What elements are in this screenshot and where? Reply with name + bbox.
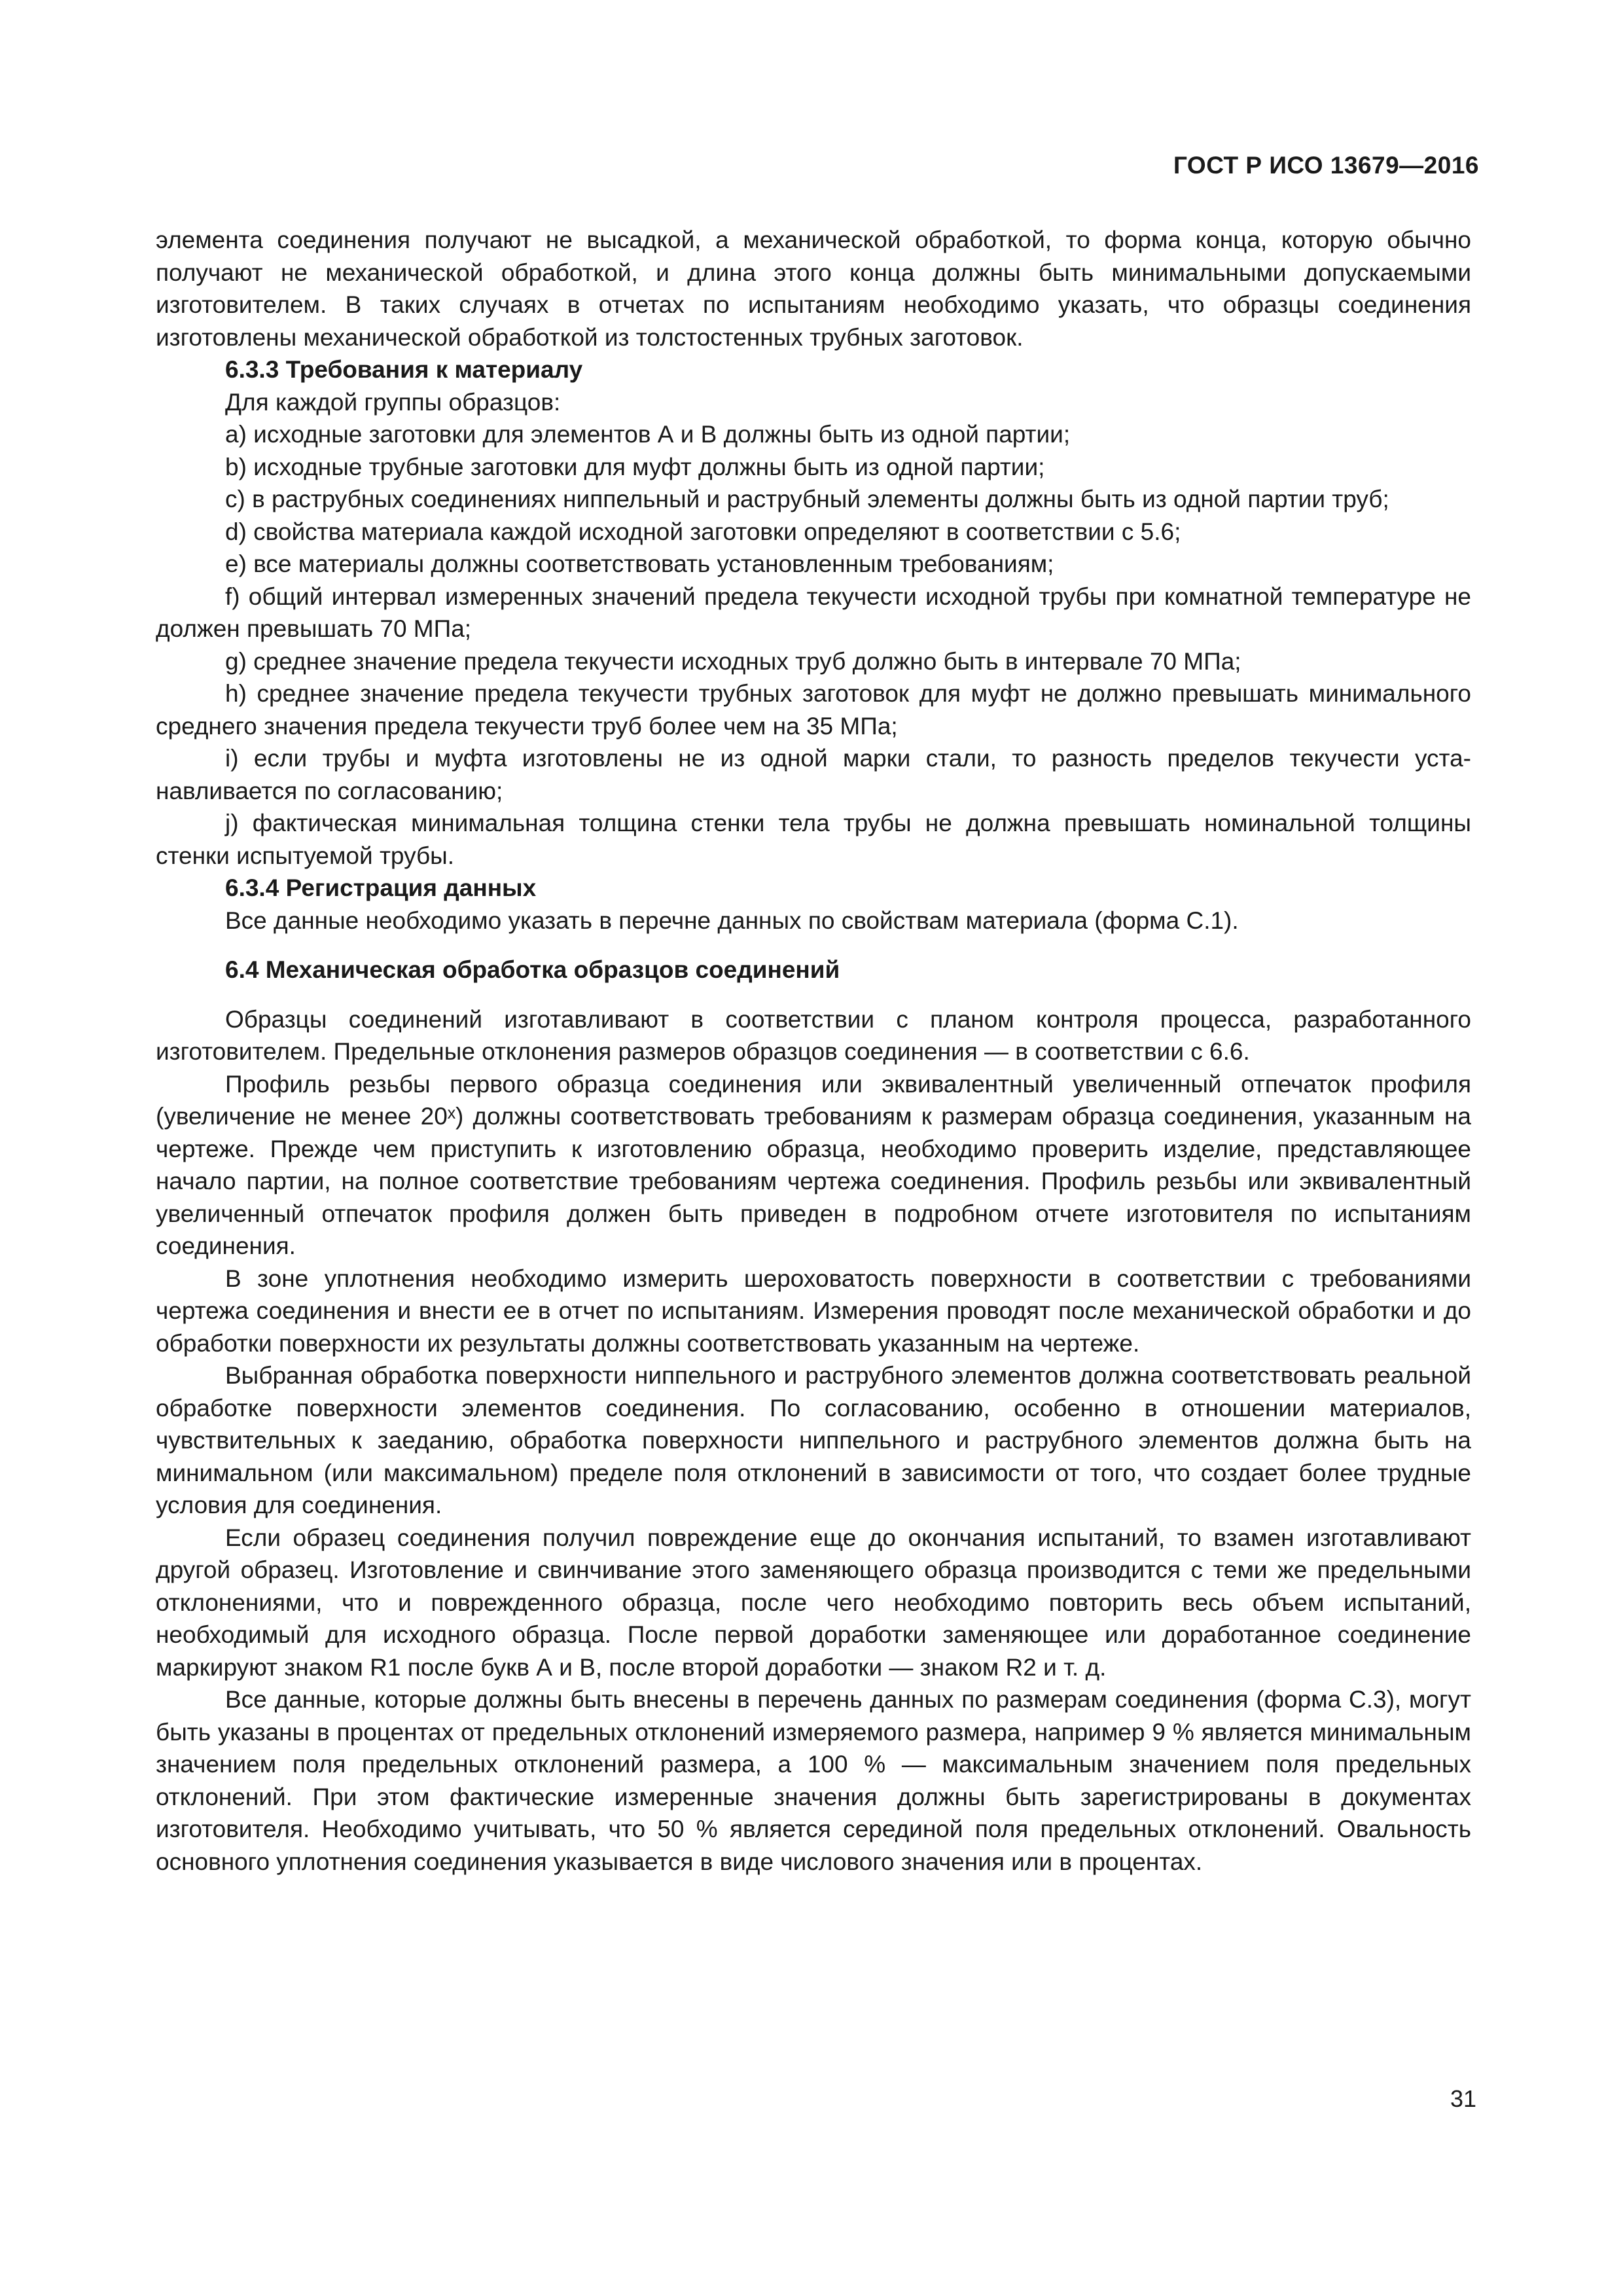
paragraph-body: Образцы соединений изготавливают в соответствии с планом контроля процесса, разработанного изготовителем. Предельные отклонения размеров образцов соединения — в соответствии с 6.6.	[156, 1005, 1471, 1065]
list-item-e: e) все материалы должны соответствовать установленным требованиям;	[225, 550, 1054, 577]
subsection-heading-6-3-4: 6.3.4 Регистрация данных	[225, 874, 537, 901]
paragraph-body: Выбранная обработка поверхности ниппельного и раструбного элементов должна соответствовать реальной обработке поверхности элементов соединения. По согласованию, особенно в отношении материалов, чувствительных к заеданию, обработка поверхности ниппельного и раструбного элементов должна быть на минимальном (или максимальном) пределе поля отклонений в зависимости от того, что создает более трудные условия для соединения.	[156, 1362, 1471, 1518]
list-item-d: d) свойства материала каждой исходной заготовки определяют в соответствии с 5.6;	[225, 518, 1181, 545]
document-body	[156, 224, 1471, 1878]
section-heading-6-4: 6.4 Механическая обработка образцов соединений	[225, 956, 840, 983]
page-number: 31	[1450, 2085, 1476, 2112]
paragraph-body: Все данные, которые должны быть внесены в перечень данных по размерам соединения (форма С.3), могут быть указаны в процентах от предельных отклонений измеряемого размера, например 9 % является минимальным значением поля предельных отклонений размера, а 100 % — максимальным значением поля предельных отклонений. При этом фактические измеренные значения должны быть зарегистрированы в документах изготовителя. Необходимо учитывать, что 50 % является серединой поля предельных отклонений. Овальность основного уплотнения соединения указывается в виде числового значения или в процентах.	[156, 1686, 1471, 1875]
list-item-i: i) если трубы и муфта изготовлены не из одной марки стали, то разность пределов текучести устанавливается по согласованию;	[156, 745, 1471, 804]
paragraph-continuation: элемента соединения получают не высадкой, а механической обработкой, то форма конца, которую обычно получают не механической обработкой, и длина этого конца должны быть минимальными допускаемыми изготовителем. В таких случаях в отчетах по испытаниям необходимо указать, что образцы соединения изготовлены механической обработкой из толстостенных трубных заготовок.	[156, 226, 1471, 351]
list-item-c: c) в раструбных соединениях ниппельный и раструбный элементы должны быть из одной партии труб;	[225, 486, 1389, 512]
paragraph-data-registration: Все данные необходимо указать в перечне данных по свойствам материала (форма С.1).	[225, 906, 1239, 934]
list-item-g: g) среднее значение предела текучести исходных труб должно быть в интервале 70 МПа;	[225, 647, 1241, 675]
subsection-heading-6-3-3: 6.3.3 Требования к материалу	[225, 356, 583, 383]
list-item-f: f) общий интервал измеренных значений предела текучести исходной трубы при комнатной температуре не должен превышать 70 МПа;	[156, 583, 1471, 642]
paragraph-body: Если образец соединения получил повреждение еще до окончания испытаний, то взамен изготавливают другой образец. Изготовление и свинчивание этого заменяющего образца производится с теми же предельными отклонениями, что и поврежденного образца, после чего необходимо повторить весь объем испытаний, необходимый для исходного образца. После первой доработки заменяющее или доработанное соединение маркируют знаком R1 после букв А и В, после второй доработки — знаком R2 и т. д.	[156, 1524, 1471, 1681]
list-item-a: a) исходные заготовки для элементов А и В должны быть из одной партии;	[225, 421, 1071, 448]
paragraph-intro: Для каждой группы образцов:	[225, 388, 561, 416]
list-item-h: h) среднее значение предела текучести трубных заготовок для муфт не должно превышать минимального среднего значения предела текучести труб более чем на 35 МПа;	[156, 680, 1471, 740]
paragraph-body: Профиль резьбы первого образца соединения или эквивалентный увеличенный отпечаток профиля (увеличение не менее 20ˣ) должны соответствовать требованиям к размерам образца соединения, указанным на чертеже. Прежде чем приступить к изготовлению образца, необходимо проверить изделие, представляющее начало партии, на полное соответствие требованиям чертежа соединения. Профиль резьбы или эквивалентный увеличенный отпечаток профиля должен быть приведен в подробном отчете изготовителя по испытаниям соединения.	[156, 1070, 1471, 1259]
paragraph-body: В зоне уплотнения необходимо измерить шероховатость поверхности в соответствии с требованиями чертежа соединения и внести ее в отчет по испытаниям. Измерения проводят после механической обработки и до обработки поверхности их результаты должны соответствовать указанным на чертеже.	[156, 1265, 1471, 1357]
list-item-b: b) исходные трубные заготовки для муфт должны быть из одной партии;	[225, 453, 1045, 480]
document-code-header: ГОСТ Р ИСО 13679—2016	[1173, 152, 1479, 179]
list-item-j: j) фактическая минимальная толщина стенки тела трубы не должна превышать номинальной толщины стенки испытуемой трубы.	[156, 810, 1471, 869]
